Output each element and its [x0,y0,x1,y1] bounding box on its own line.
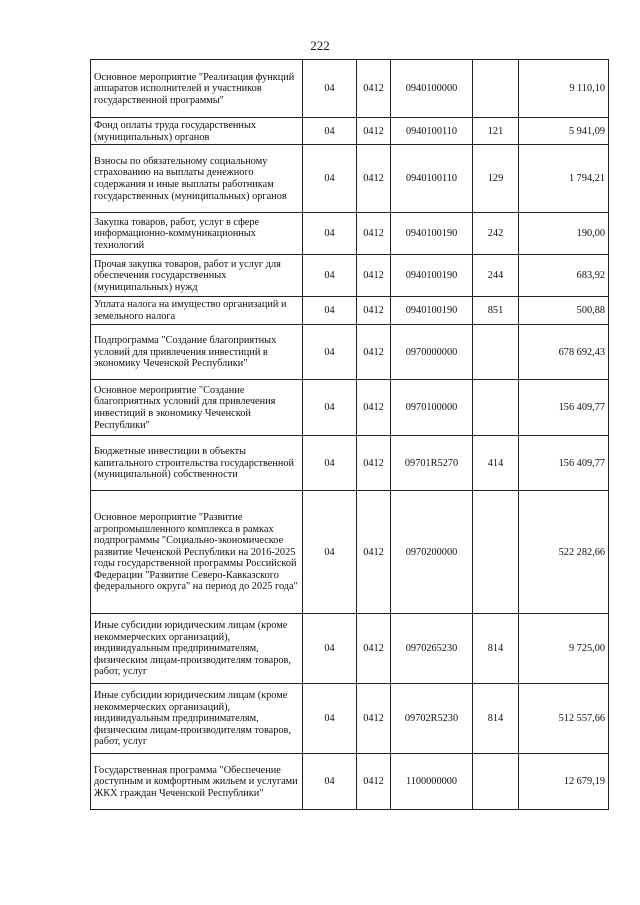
row-section: 04 [303,255,357,297]
row-subsection: 0412 [357,380,391,436]
row-section: 04 [303,297,357,325]
row-expense-type: 244 [473,255,519,297]
row-subsection: 0412 [357,614,391,684]
row-amount: 512 557,66 [519,684,609,754]
row-amount: 156 409,77 [519,436,609,491]
row-target-code: 0940100190 [391,255,473,297]
row-amount: 9 110,10 [519,60,609,118]
row-amount: 156 409,77 [519,380,609,436]
row-subsection: 0412 [357,754,391,810]
row-subsection: 0412 [357,491,391,614]
row-name: Фонд оплаты труда государственных (муниципальных) органов [91,118,303,145]
row-expense-type [473,491,519,614]
table-row [91,297,609,325]
row-name: Основное мероприятие "Развитие агропромышленного комплекса в рамках подпрограммы "Социально-экономическое развитие Чеченской Республики на 2016-2025 годы государственной программы Российской Федерации "Развитие Северо-Кавказского федерального округа" на период до 2025 года" [91,491,303,614]
row-amount: 9 725,00 [519,614,609,684]
row-target-code: 1100000000 [391,754,473,810]
row-target-code: 0970100000 [391,380,473,436]
row-section: 04 [303,684,357,754]
row-amount: 5 941,09 [519,118,609,145]
row-amount: 190,00 [519,213,609,255]
page-number: 222 [310,38,330,53]
row-expense-type: 814 [473,684,519,754]
row-name: Прочая закупка товаров, работ и услуг для обеспечения государственных (муниципальных) нужд [91,255,303,297]
table-row [91,684,609,754]
row-target-code: 0970265230 [391,614,473,684]
row-section: 04 [303,145,357,213]
row-target-code: 0940100110 [391,145,473,213]
table-row [91,60,609,118]
row-section: 04 [303,118,357,145]
table-row [91,213,609,255]
table-row [91,436,609,491]
row-name: Подпрограмма "Создание благоприятных условий для привлечения инвестиций в экономику Чеченской Республики" [91,325,303,380]
row-name: Иные субсидии юридическим лицам (кроме некоммерческих организаций), индивидуальным предпринимателям, физическим лицам-производителям товаров, работ, услуг [91,684,303,754]
row-section: 04 [303,380,357,436]
row-section: 04 [303,754,357,810]
table-row [91,145,609,213]
row-name: Закупка товаров, работ, услуг в сфере информационно-коммуникационных технологий [91,213,303,255]
row-name: Уплата налога на имущество организаций и земельного налога [91,297,303,325]
row-target-code: 0940100190 [391,213,473,255]
row-amount: 678 692,43 [519,325,609,380]
row-subsection: 0412 [357,325,391,380]
table-row [91,754,609,810]
row-expense-type [473,60,519,118]
row-target-code: 0970000000 [391,325,473,380]
row-amount: 500,88 [519,297,609,325]
row-section: 04 [303,325,357,380]
row-name: Основное мероприятие "Реализация функций аппаратов исполнителей и участников государственной программы" [91,60,303,118]
row-expense-type: 121 [473,118,519,145]
row-target-code: 09702R5230 [391,684,473,754]
row-target-code: 0970200000 [391,491,473,614]
row-expense-type: 242 [473,213,519,255]
row-amount: 12 679,19 [519,754,609,810]
row-subsection: 0412 [357,255,391,297]
row-expense-type [473,754,519,810]
row-target-code: 0940100190 [391,297,473,325]
row-name: Бюджетные инвестиции в объекты капитального строительства государственной (муниципальной) собственности [91,436,303,491]
row-name: Взносы по обязательному социальному страхованию на выплаты денежного содержания и иные выплаты работникам государственных (муниципальных) органов [91,145,303,213]
row-expense-type: 129 [473,145,519,213]
row-expense-type [473,325,519,380]
row-expense-type [473,380,519,436]
budget-table [90,59,609,810]
row-subsection: 0412 [357,213,391,255]
row-name: Государственная программа "Обеспечение доступным и комфортным жильем и услугами ЖКХ граждан Чеченской Республики" [91,754,303,810]
table-row [91,491,609,614]
row-section: 04 [303,614,357,684]
row-name: Основное мероприятие "Создание благоприятных условий для привлечения инвестиций в экономику Чеченской Республики" [91,380,303,436]
row-subsection: 0412 [357,297,391,325]
row-target-code: 0940100110 [391,118,473,145]
row-amount: 522 282,66 [519,491,609,614]
row-expense-type: 814 [473,614,519,684]
table-row [91,118,609,145]
row-amount: 683,92 [519,255,609,297]
row-subsection: 0412 [357,60,391,118]
row-section: 04 [303,213,357,255]
row-amount: 1 794,21 [519,145,609,213]
row-section: 04 [303,491,357,614]
table-row [91,380,609,436]
row-target-code: 09701R5270 [391,436,473,491]
row-name: Иные субсидии юридическим лицам (кроме некоммерческих организаций), индивидуальным предпринимателям, физическим лицам-производителям товаров, работ, услуг [91,614,303,684]
row-target-code: 0940100000 [391,60,473,118]
table-row [91,255,609,297]
table-row [91,614,609,684]
row-expense-type: 414 [473,436,519,491]
row-subsection: 0412 [357,436,391,491]
row-section: 04 [303,60,357,118]
table-row [91,325,609,380]
row-expense-type: 851 [473,297,519,325]
row-subsection: 0412 [357,145,391,213]
row-subsection: 0412 [357,118,391,145]
row-subsection: 0412 [357,684,391,754]
row-section: 04 [303,436,357,491]
